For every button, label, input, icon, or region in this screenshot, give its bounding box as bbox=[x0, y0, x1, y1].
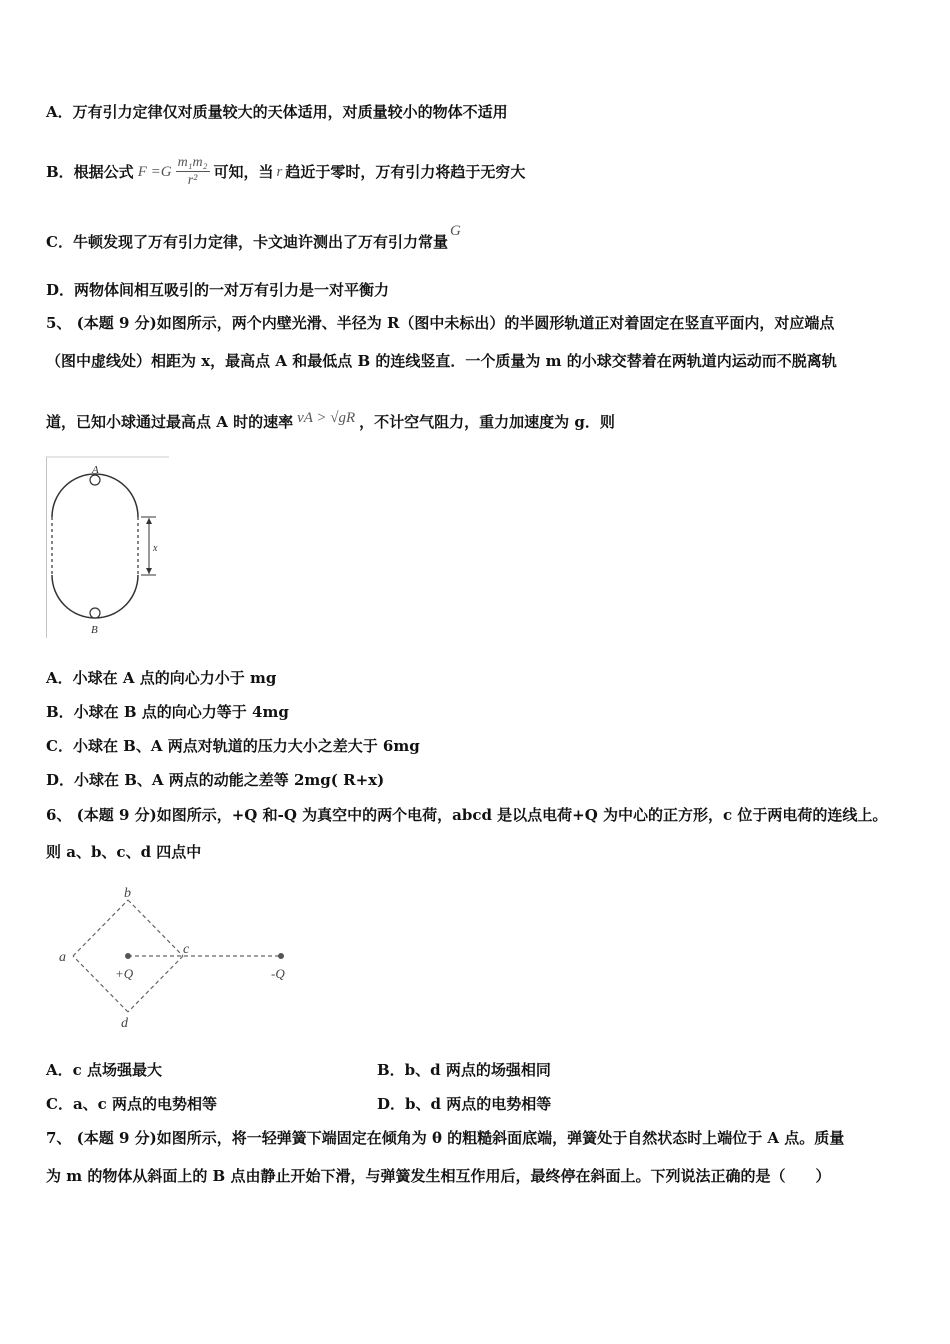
ball-at-a bbox=[90, 475, 100, 485]
q4-option-b-prefix: B．根据公式 bbox=[46, 163, 134, 181]
q7-stem-line1: 7、 (本题 9 分)如图所示，将一轻弹簧下端固定在倾角为 θ 的粗糙斜面底端，弹簧处于自然状态时上端位于 A 点。质量 bbox=[46, 1129, 845, 1147]
q5-option-c: C．小球在 B、A 两点对轨道的压力大小之差大于 6mg bbox=[46, 737, 420, 755]
label-d: d bbox=[121, 1016, 128, 1031]
label-b: b bbox=[124, 886, 131, 901]
q4-option-b bbox=[46, 150, 525, 194]
q4-option-b-mid: 可知，当 bbox=[213, 163, 274, 181]
q5-option-a: A．小球在 A 点的向心力小于 mg bbox=[46, 669, 277, 687]
q5-option-d: D．小球在 B、A 两点的动能之差等 2mg( R+x) bbox=[46, 771, 385, 789]
q6-option-b: B．b、d 两点的场强相同 bbox=[377, 1061, 551, 1079]
q6-option-a: A．c 点场强最大 bbox=[46, 1061, 162, 1079]
label-c: c bbox=[183, 942, 190, 957]
q6-option-d: D．b、d 两点的电势相等 bbox=[377, 1095, 552, 1113]
q5-stem-line3-prefix: 道，已知小球通过最高点 A 时的速率 bbox=[46, 413, 294, 431]
formula-numerator: m₁m₂ bbox=[177, 154, 208, 170]
q4-option-c bbox=[46, 223, 461, 253]
label-a: a bbox=[59, 950, 66, 965]
q5-stem-line1: 5、 (本题 9 分)如图所示，两个内壁光滑、半径为 R（图中未标出）的半圆形轨道正对着固定在竖直平面内，对应端点 bbox=[46, 314, 835, 332]
ball-at-b bbox=[90, 608, 100, 618]
label-negative-charge: -Q bbox=[271, 966, 285, 981]
q4-option-d: D．两物体间相互吸引的一对万有引力是一对平衡力 bbox=[46, 281, 390, 299]
label-positive-charge: +Q bbox=[115, 966, 134, 981]
positive-charge-dot bbox=[125, 953, 131, 959]
q6-option-c: C．a、c 两点的电势相等 bbox=[46, 1095, 218, 1113]
q5-stem-line3-suffix: ，不计空气阻力，重力加速度为 g．则 bbox=[359, 413, 615, 431]
formula-fraction bbox=[176, 155, 210, 190]
q4-option-a: A．万有引力定律仅对质量较大的天体适用，对质量较小的物体不适用 bbox=[46, 103, 508, 121]
square-edge-cd bbox=[128, 956, 183, 1012]
label-b: B bbox=[91, 624, 98, 636]
dimension-arrow-down bbox=[146, 568, 152, 574]
q6-stem-line2: 则 a、b、c、d 四点中 bbox=[46, 843, 202, 861]
q7-stem-line2: 为 m 的物体从斜面上的 B 点由静止开始下滑，与弹簧发生相互作用后，最终停在斜面上。下列说法正确的是（ ） bbox=[46, 1167, 831, 1185]
variable-r: r bbox=[276, 164, 283, 180]
velocity-formula: vA > √gR bbox=[297, 410, 356, 426]
dimension-arrow-up bbox=[146, 518, 152, 524]
track-figure bbox=[46, 455, 171, 640]
variable-g: G bbox=[449, 223, 461, 239]
negative-charge-dot bbox=[278, 953, 284, 959]
q6-stem-line1: 6、 (本题 9 分)如图所示，+Q 和-Q 为真空中的两个电荷，abcd 是以点电荷+Q 为中心的正方形，c 位于两电荷的连线上。 bbox=[46, 806, 888, 824]
q4-option-b-suffix: 趋近于零时，万有引力将趋于无穷大 bbox=[285, 163, 526, 181]
label-a: A bbox=[92, 464, 99, 476]
formula-denominator: r² bbox=[187, 172, 198, 188]
q5-stem-line2: （图中虚线处）相距为 x，最高点 A 和最低点 B 的连线竖直．一个质量为 m 的小球交替着在两轨道内运动而不脱离轨 bbox=[46, 352, 837, 370]
square-edge-bc bbox=[128, 900, 183, 956]
square-edge-ab bbox=[73, 900, 128, 956]
formula-lhs: F =G bbox=[137, 164, 172, 180]
charges-figure bbox=[55, 885, 305, 1035]
label-x: x bbox=[153, 543, 158, 554]
q5-stem-line3 bbox=[46, 412, 615, 432]
square-edge-da bbox=[73, 956, 128, 1012]
q5-option-b: B．小球在 B 点的向心力等于 4mg bbox=[46, 703, 289, 721]
q4-option-c-text: C．牛顿发现了万有引力定律，卡文迪许测出了万有引力常量 bbox=[46, 233, 448, 251]
